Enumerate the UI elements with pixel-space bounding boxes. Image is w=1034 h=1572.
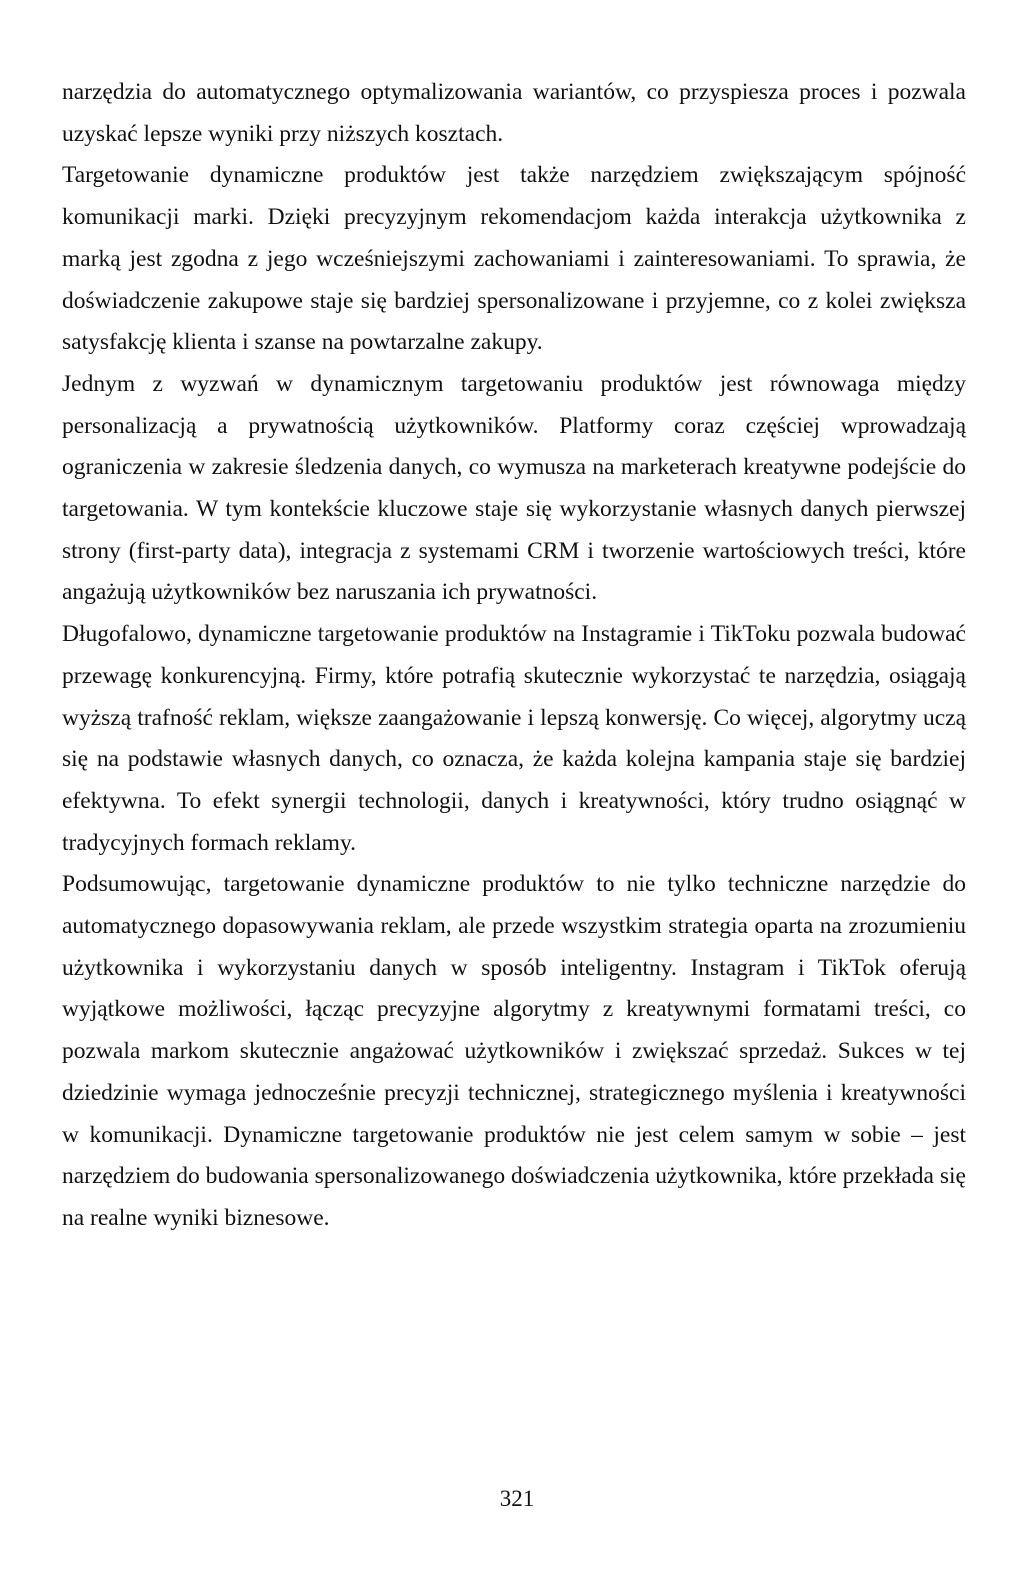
paragraph-long-term: Długofalowo, dynamiczne targetowanie produktów na Instagramie i TikToku pozwala budować przewagę konkurencyjną. Firmy, które potrafią skutecznie wykorzystać te narzędzia, osiągają wyższą trafność reklam, większe zaangażowanie i lepszą konwersję. Co więcej, algorytmy uczą się na podstawie własnych danych, co oznacza, że każda kolejna kampania staje się bardziej efektywna. To efekt synergii technologii, danych i kreatywności, który trudno osiągnąć w tradycyjnych formach reklamy.: [62, 621, 966, 856]
paragraph-summary: Podsumowując, targetowanie dynamiczne produktów to nie tylko techniczne narzędzie do automatycznego dopasowywania reklam, ale przede wszystkim strategia oparta na zrozumieniu użytkownika i wykorzystaniu danych w sposób inteligentny. Instagram i TikTok oferują wyjątkowe możliwości, łącząc precyzyjne algorytmy z kreatywnymi formatami treści, co pozwala markom skutecznie angażować użytkowników i zwiększać sprzedaż. Sukces w tej dziedzinie wymaga jednocześnie precyzji technicznej, strategicznego myślenia i kreatywności w komunikacji. Dynamiczne targetowanie produktów nie jest celem samym w sobie – jest narzędziem do budowania spersonalizowanego doświadczenia użytkownika, które przekłada się na realne wyniki biznesowe.: [62, 871, 966, 1231]
page-body: [62, 72, 966, 1240]
paragraph-privacy-challenge: Jednym z wyzwań w dynamicznym targetowaniu produktów jest równowaga między personalizacją a prywatnością użytkowników. Platformy coraz częściej wprowadzają ograniczenia w zakresie śledzenia danych, co wymusza na marketerach kreatywne podejście do targetowania. W tym kontekście kluczowe staje się wykorzystanie własnych danych pierwszej strony (first-party data), integracja z systemami CRM i tworzenie wartościowych treści, które angażują użytkowników bez naruszania ich prywatności.: [62, 370, 966, 606]
paragraph-continuation: narzędzia do automatycznego optymalizowania wariantów, co przyspiesza proces i pozwala uzyskać lepsze wyniki przy niższych kosztach.: [62, 79, 966, 147]
page-number: 321: [499, 1486, 535, 1511]
paragraph-brand-consistency: Targetowanie dynamiczne produktów jest także narzędziem zwiększającym spójność komunikacji marki. Dzięki precyzyjnym rekomendacjom każda interakcja użytkownika z marką jest zgodna z jego wcześniejszymi zachowaniami i zainteresowaniami. To sprawia, że doświadczenie zakupowe staje się bardziej spersonalizowane i przyjemne, co z kolei zwiększa satysfakcję klienta i szanse na powtarzalne zakupy.: [62, 162, 966, 356]
